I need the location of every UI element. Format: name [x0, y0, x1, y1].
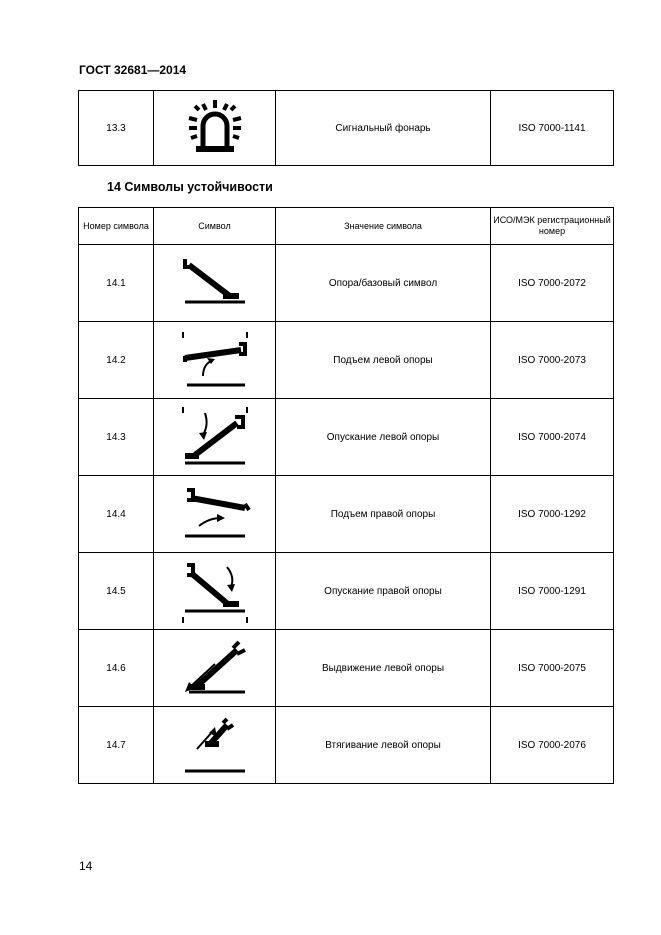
- symbol-number: 14.3: [79, 399, 154, 476]
- symbol-meaning: Опора/базовый символ: [276, 245, 491, 322]
- left-outrigger-retract-icon: [175, 713, 255, 777]
- table-row: [79, 630, 614, 707]
- symbol-number: 14.7: [79, 707, 154, 784]
- page-number: 14: [79, 859, 93, 873]
- table-header-row: [79, 208, 614, 245]
- symbol-cell: [154, 245, 276, 322]
- iso-number: ISO 7000-2073: [491, 322, 614, 399]
- symbol-cell: [154, 322, 276, 399]
- symbol-meaning: Подъем левой опоры: [276, 322, 491, 399]
- right-outrigger-lower-icon: [175, 559, 255, 623]
- iso-number: ISO 7000-1141: [491, 91, 614, 166]
- header-number: Номер символа: [79, 208, 154, 245]
- symbol-meaning: Опускание левой опоры: [276, 399, 491, 476]
- symbol-cell: [154, 630, 276, 707]
- outrigger-base-icon: [175, 253, 255, 313]
- iso-number: ISO 7000-2074: [491, 399, 614, 476]
- left-outrigger-lower-icon: [175, 405, 255, 469]
- symbol-meaning: Втягивание левой опоры: [276, 707, 491, 784]
- table-row: [79, 553, 614, 630]
- iso-number: ISO 7000-1291: [491, 553, 614, 630]
- table-row: [79, 245, 614, 322]
- signal-lamp-icon: [175, 96, 255, 160]
- header-iso: ИСО/МЭК регистрационный номер: [491, 208, 614, 245]
- symbol-cell: [154, 399, 276, 476]
- iso-number: ISO 7000-1292: [491, 476, 614, 553]
- symbol-number: 14.1: [79, 245, 154, 322]
- stability-symbols-table: [78, 207, 614, 784]
- iso-number: ISO 7000-2072: [491, 245, 614, 322]
- table-row: [79, 476, 614, 553]
- iso-number: ISO 7000-2076: [491, 707, 614, 784]
- symbol-meaning: Сигнальный фонарь: [276, 91, 491, 166]
- header-meaning: Значение символа: [276, 208, 491, 245]
- symbol-number: 14.4: [79, 476, 154, 553]
- symbol-cell: [154, 553, 276, 630]
- section-title: 14 Символы устойчивости: [107, 180, 273, 194]
- symbol-cell: [154, 476, 276, 553]
- table-row: [79, 707, 614, 784]
- document-title: ГОСТ 32681—2014: [79, 63, 187, 77]
- symbol-number: 14.2: [79, 322, 154, 399]
- left-outrigger-raise-icon: [175, 330, 255, 390]
- symbol-meaning: Опускание правой опоры: [276, 553, 491, 630]
- symbol-cell: [154, 91, 276, 166]
- continuation-table: [78, 90, 614, 166]
- symbol-number: 13.3: [79, 91, 154, 166]
- right-outrigger-raise-icon: [175, 484, 255, 544]
- symbol-cell: [154, 707, 276, 784]
- iso-number: ISO 7000-2075: [491, 630, 614, 707]
- symbol-meaning: Подъем правой опоры: [276, 476, 491, 553]
- table-row: [79, 322, 614, 399]
- symbol-number: 14.6: [79, 630, 154, 707]
- symbol-number: 14.5: [79, 553, 154, 630]
- symbol-meaning: Выдвижение левой опоры: [276, 630, 491, 707]
- table-row: [79, 91, 614, 166]
- header-symbol: Символ: [154, 208, 276, 245]
- left-outrigger-extend-icon: [175, 636, 255, 700]
- table-row: [79, 399, 614, 476]
